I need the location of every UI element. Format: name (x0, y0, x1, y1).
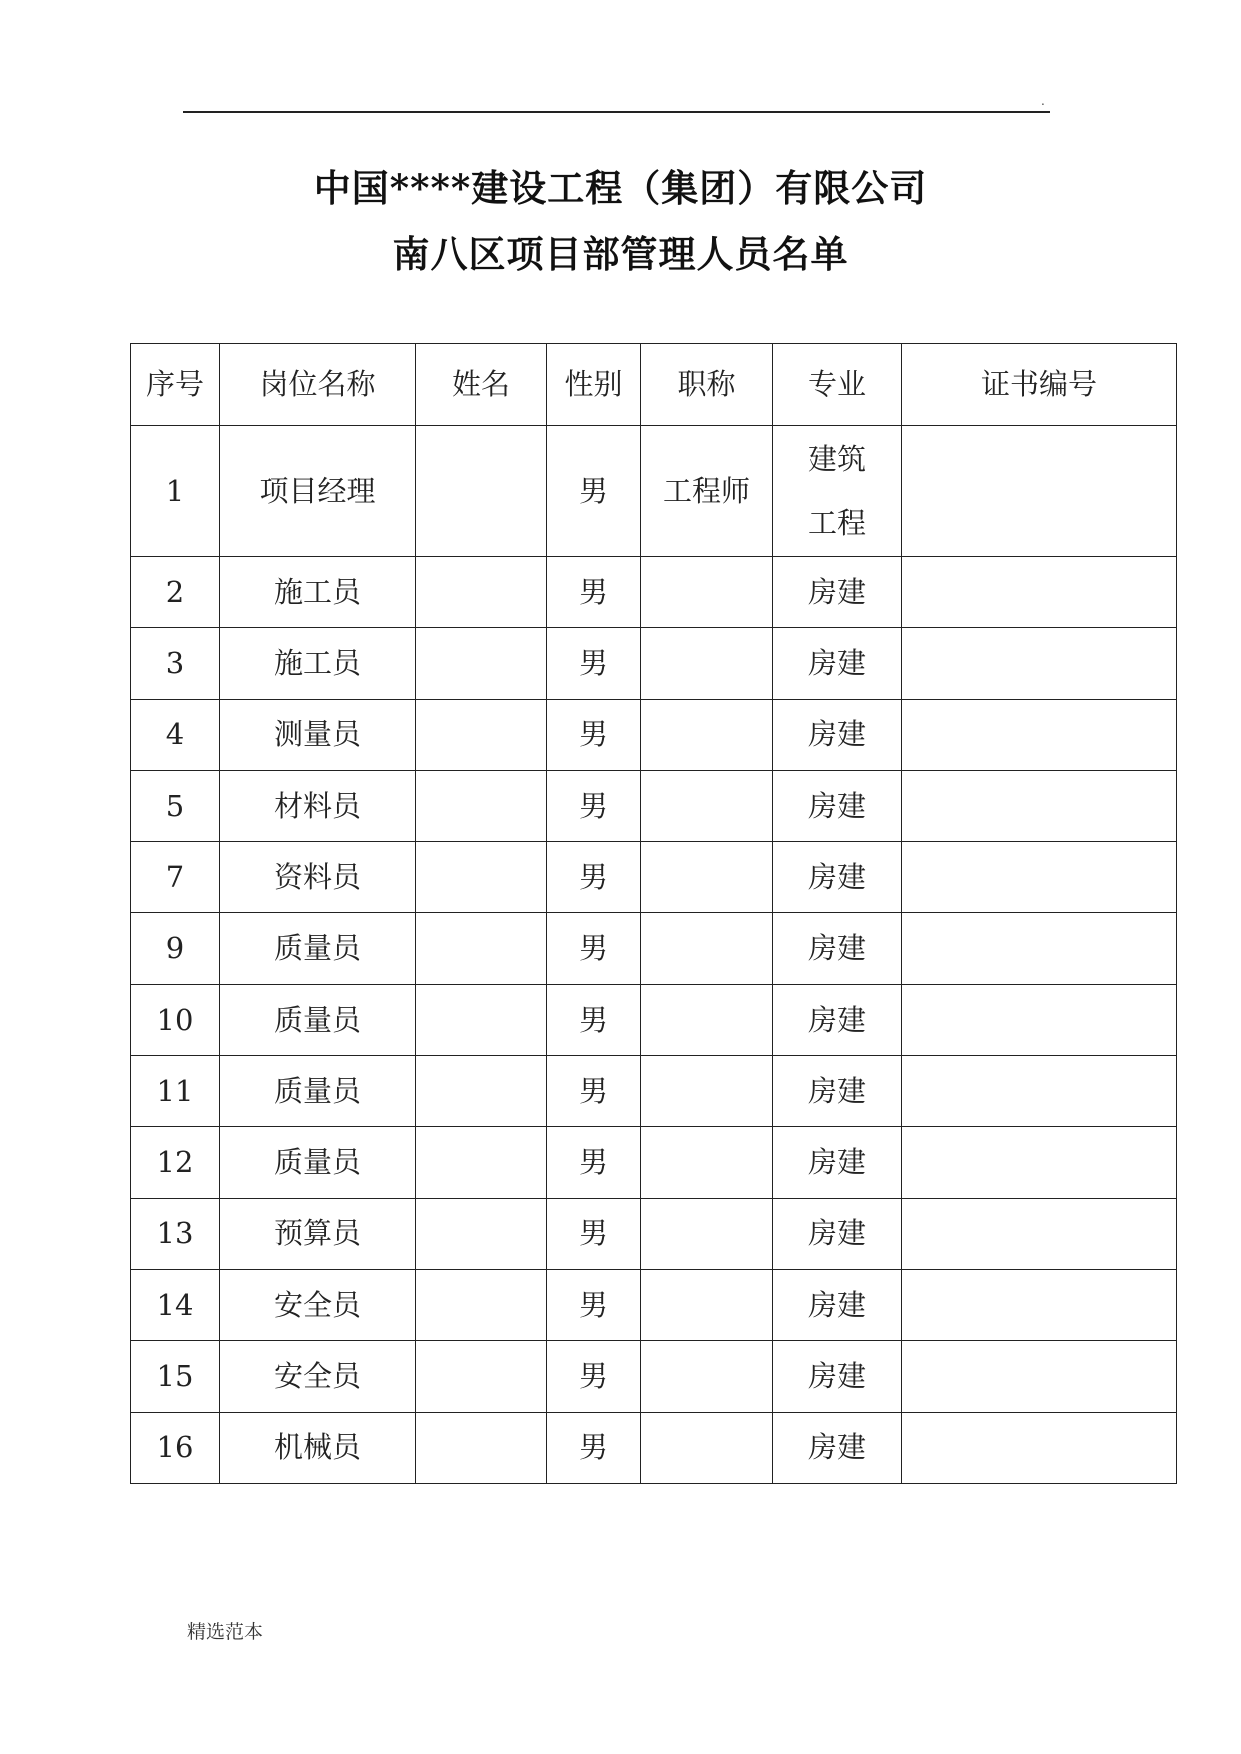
cell-title (641, 1198, 773, 1269)
cell-cert (902, 426, 1177, 557)
cell-name (416, 1127, 547, 1198)
cell-no: 15 (131, 1341, 220, 1412)
cell-position: 质量员 (220, 1056, 416, 1127)
cell-cert (902, 699, 1177, 770)
column-header-major: 专业 (773, 344, 902, 426)
cell-gender: 男 (547, 913, 641, 984)
cell-cert (902, 1056, 1177, 1127)
cell-no: 10 (131, 984, 220, 1055)
cell-name (416, 984, 547, 1055)
cell-cert (902, 770, 1177, 841)
cell-no: 1 (131, 426, 220, 557)
cell-position: 材料员 (220, 770, 416, 841)
cell-cert (902, 842, 1177, 913)
cell-gender: 男 (547, 1198, 641, 1269)
table-row (131, 1341, 1177, 1412)
cell-no: 2 (131, 557, 220, 628)
cell-no: 13 (131, 1198, 220, 1269)
table-row (131, 699, 1177, 770)
cell-gender: 男 (547, 426, 641, 557)
cell-major: 房建 (773, 557, 902, 628)
cell-cert (902, 1198, 1177, 1269)
table-row (131, 628, 1177, 699)
cell-cert (902, 1412, 1177, 1483)
header-rule (183, 111, 1050, 113)
column-header-no: 序号 (131, 344, 220, 426)
cell-position: 安全员 (220, 1269, 416, 1340)
cell-name (416, 1056, 547, 1127)
column-header-cert: 证书编号 (902, 344, 1177, 426)
cell-gender: 男 (547, 1412, 641, 1483)
cell-cert (902, 913, 1177, 984)
cell-name (416, 1412, 547, 1483)
table-row (131, 842, 1177, 913)
cell-position: 项目经理 (220, 426, 416, 557)
cell-gender: 男 (547, 1269, 641, 1340)
table-row (131, 557, 1177, 628)
cell-major: 房建 (773, 628, 902, 699)
cell-no: 4 (131, 699, 220, 770)
cell-major: 房建 (773, 1056, 902, 1127)
cell-name (416, 557, 547, 628)
cell-position: 质量员 (220, 913, 416, 984)
cell-title (641, 1341, 773, 1412)
cell-name (416, 1198, 547, 1269)
footer-text: 精选范本 (187, 1621, 264, 1643)
table-row (131, 1412, 1177, 1483)
cell-position: 机械员 (220, 1412, 416, 1483)
cell-cert (902, 628, 1177, 699)
cell-title (641, 1127, 773, 1198)
cell-major: 房建 (773, 770, 902, 841)
cell-major: 房建 (773, 699, 902, 770)
cell-name (416, 842, 547, 913)
cell-major: 房建 (773, 1127, 902, 1198)
cell-position: 安全员 (220, 1341, 416, 1412)
cell-gender: 男 (547, 1056, 641, 1127)
column-header-name: 姓名 (416, 344, 547, 426)
cell-major: 房建 (773, 984, 902, 1055)
cell-no: 9 (131, 913, 220, 984)
cell-major-line1: 建筑 (807, 442, 866, 476)
cell-position: 质量员 (220, 1127, 416, 1198)
cell-gender: 男 (547, 770, 641, 841)
cell-position: 预算员 (220, 1198, 416, 1269)
column-header-position: 岗位名称 (220, 344, 416, 426)
cell-gender: 男 (547, 984, 641, 1055)
cell-gender: 男 (547, 842, 641, 913)
table-row (131, 913, 1177, 984)
cell-gender: 男 (547, 557, 641, 628)
cell-no: 7 (131, 842, 220, 913)
cell-position: 施工员 (220, 628, 416, 699)
cell-no: 3 (131, 628, 220, 699)
table-row (131, 426, 1177, 557)
cell-no: 14 (131, 1269, 220, 1340)
cell-title (641, 842, 773, 913)
cell-no: 11 (131, 1056, 220, 1127)
cell-position: 质量员 (220, 984, 416, 1055)
cell-major: 房建 (773, 1341, 902, 1412)
cell-gender: 男 (547, 628, 641, 699)
cell-title (641, 1269, 773, 1340)
cell-major: 房建 (773, 913, 902, 984)
cell-title (641, 913, 773, 984)
table-row (131, 770, 1177, 841)
cell-name (416, 1269, 547, 1340)
table-row (131, 1127, 1177, 1198)
cell-title (641, 1056, 773, 1127)
document-title-list: 南八区项目部管理人员名单 (392, 232, 849, 276)
cell-position: 测量员 (220, 699, 416, 770)
table-row (131, 1269, 1177, 1340)
cell-name (416, 699, 547, 770)
column-header-title: 职称 (641, 344, 773, 426)
cell-no: 12 (131, 1127, 220, 1198)
cell-gender: 男 (547, 1341, 641, 1412)
cell-cert (902, 557, 1177, 628)
cell-title (641, 699, 773, 770)
cell-major: 房建 (773, 842, 902, 913)
cell-name (416, 913, 547, 984)
cell-name (416, 1341, 547, 1412)
header-dot: . (1041, 94, 1045, 108)
table-row (131, 1198, 1177, 1269)
personnel-table (130, 343, 1177, 1484)
cell-gender: 男 (547, 699, 641, 770)
cell-name (416, 426, 547, 557)
cell-major: 房建 (773, 1198, 902, 1269)
document-title-company: 中国****建设工程（集团）有限公司 (313, 166, 928, 210)
column-header-gender: 性别 (547, 344, 641, 426)
cell-major-line2: 工程 (807, 506, 866, 540)
cell-cert (902, 1269, 1177, 1340)
cell-title (641, 770, 773, 841)
table-row (131, 984, 1177, 1055)
cell-cert (902, 1127, 1177, 1198)
cell-major: 房建 (773, 1269, 902, 1340)
cell-title: 工程师 (641, 426, 773, 557)
table-header-row (131, 344, 1177, 426)
table-row (131, 1056, 1177, 1127)
cell-position: 施工员 (220, 557, 416, 628)
cell-cert (902, 984, 1177, 1055)
cell-cert (902, 1341, 1177, 1412)
cell-gender: 男 (547, 1127, 641, 1198)
cell-title (641, 628, 773, 699)
cell-title (641, 1412, 773, 1483)
cell-name (416, 770, 547, 841)
cell-name (416, 628, 547, 699)
cell-position: 资料员 (220, 842, 416, 913)
cell-title (641, 984, 773, 1055)
cell-major: 房建 (773, 1412, 902, 1483)
cell-major (773, 426, 902, 557)
cell-no: 5 (131, 770, 220, 841)
cell-no: 16 (131, 1412, 220, 1483)
cell-title (641, 557, 773, 628)
